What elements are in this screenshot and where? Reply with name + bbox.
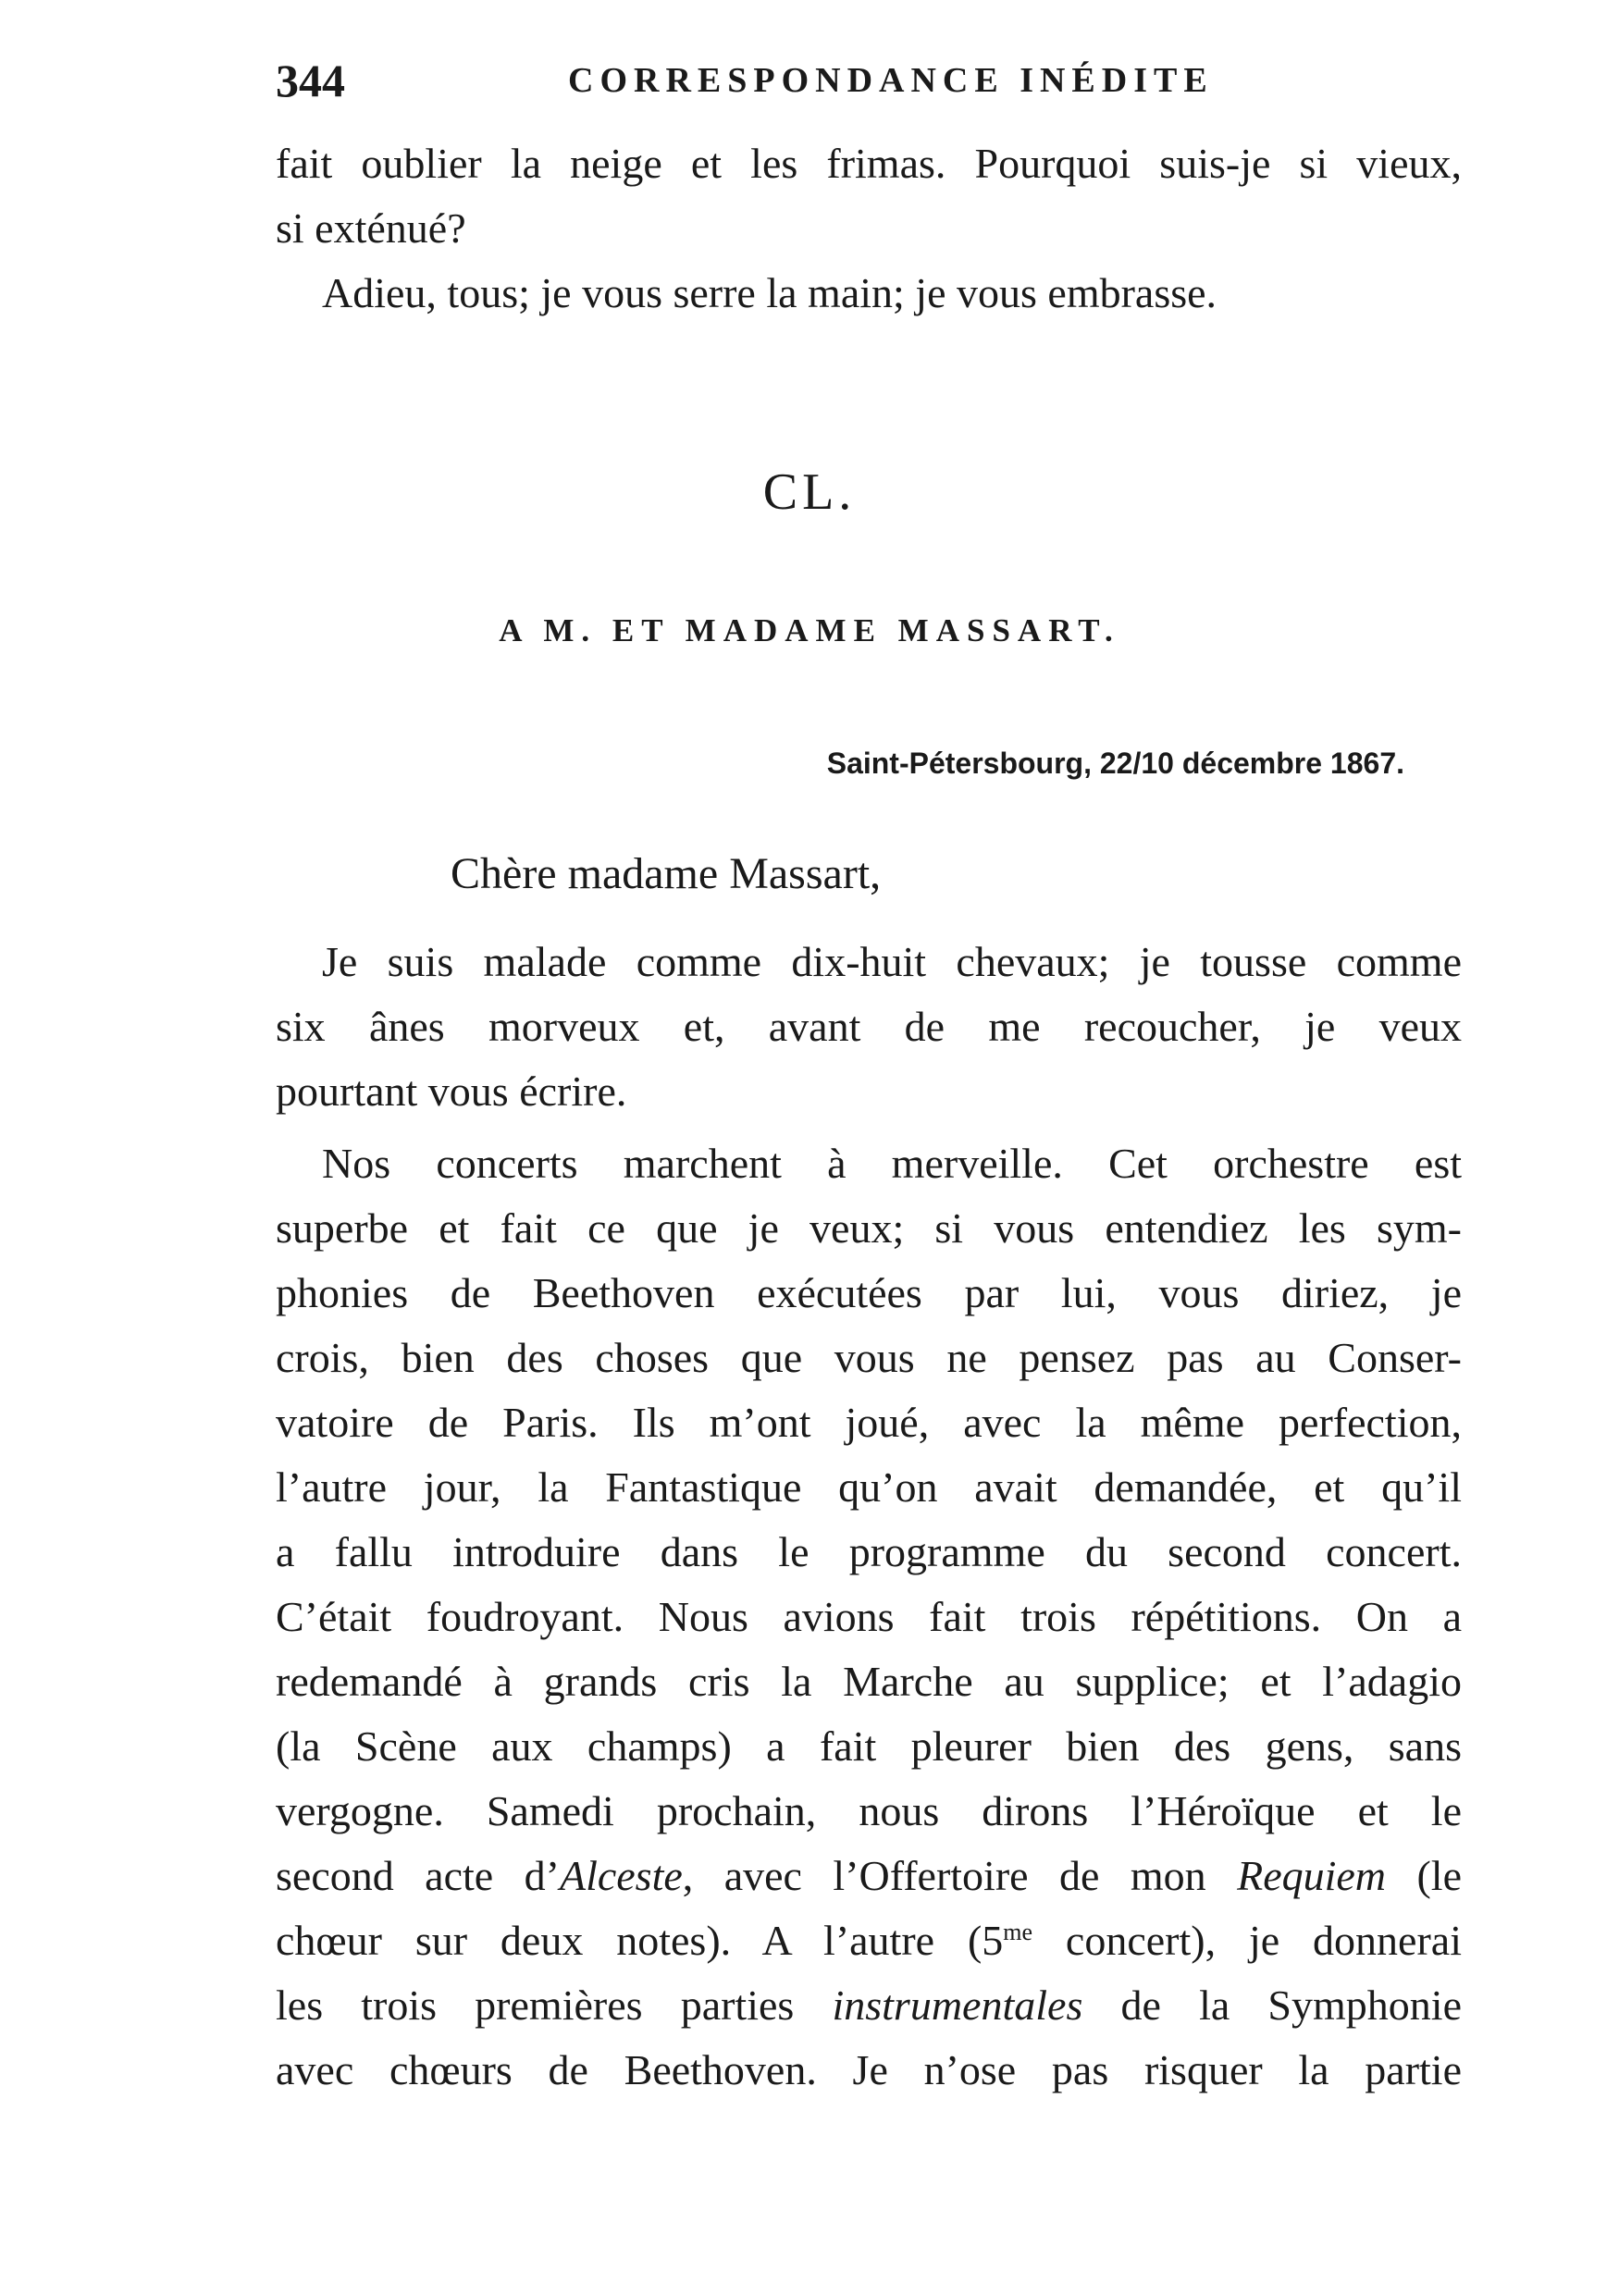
italic-title-requiem: Requiem (1237, 1852, 1387, 1899)
text-run: de la Symphonie (1082, 1981, 1462, 2029)
text-run: , avec l’Offertoire de mon (682, 1852, 1238, 1899)
italic-title-alceste: Alceste (559, 1852, 683, 1899)
running-head (276, 48, 1497, 113)
page-number: 344 (276, 55, 345, 106)
text-line: Nos concerts marchent à merveille. Cet orchestre est (322, 1140, 1462, 1187)
text-line (276, 1844, 1462, 1908)
text-line (276, 1973, 1462, 2038)
text-line: si exténué? (276, 204, 466, 252)
letter-addressee: A M. ET MADAME MASSART. (499, 612, 1120, 648)
text-run: second acte d’ (276, 1852, 560, 1899)
letter-salutation: Chère madame Massart, (451, 849, 882, 898)
letter-body (276, 930, 1462, 2103)
letter-dateline: Saint-Pétersbourg, 22/10 décembre 1867. (826, 747, 1404, 780)
text-line: fait oublier la neige et les frimas. Pourquoi suis-je si vieux, (276, 140, 1462, 187)
text-line: avec chœurs de Beethoven. Je n’ose pas risquer la partie (276, 2046, 1462, 2093)
paragraph-1 (276, 930, 1462, 1124)
text-line: phonies de Beethoven exécutées par lui, vous diriez, je (276, 1269, 1462, 1316)
letter-number: CL. (762, 463, 857, 521)
closing-line: Adieu, tous; je vous serre la main; je vous embrasse. (322, 269, 1217, 316)
text-line (276, 1908, 1462, 1973)
text-line: (la Scène aux champs) a fait pleurer bien des gens, sans (276, 1722, 1462, 1770)
text-line: Je suis malade comme dix-huit chevaux; je tousse comme (322, 938, 1462, 985)
text-line: six ânes morveux et, avant de me recoucher, je veux (276, 1003, 1462, 1050)
text-line: vergogne. Samedi prochain, nous dirons l’Héroïque et le (276, 1787, 1462, 1834)
text-run: chœur sur deux notes). A l’autre (5 (276, 1917, 1004, 1964)
text-line: vatoire de Paris. Ils m’ont joué, avec la même perfection, (276, 1399, 1462, 1446)
text-line: superbe et fait ce que je veux; si vous entendiez les sym- (276, 1204, 1462, 1252)
text-line: l’autre jour, la Fantastique qu’on avait demandée, et qu’il (276, 1463, 1462, 1511)
text-line: pourtant vous écrire. (276, 1068, 627, 1115)
text-line: a fallu introduire dans le programme du second concert. (276, 1528, 1462, 1575)
text-run: (le (1386, 1852, 1462, 1899)
text-line: crois, bien des choses que vous ne pensez pas au Conser- (276, 1334, 1462, 1381)
text-run: les trois premières parties (276, 1981, 833, 2029)
italic-word-instrumentales: instrumentales (832, 1981, 1083, 2029)
running-title: CORRESPONDANCE INÉDITE (568, 61, 1214, 100)
paragraph-2 (276, 1131, 1462, 2103)
ordinal-superscript: me (1003, 1919, 1033, 1945)
text-run: concert), je donnerai (1032, 1917, 1462, 1964)
previous-letter-ending (276, 131, 1462, 326)
text-line: redemandé à grands cris la Marche au supplice; et l’adagio (276, 1658, 1462, 1705)
text-line: C’était foudroyant. Nous avions fait trois répétitions. On a (276, 1593, 1462, 1640)
